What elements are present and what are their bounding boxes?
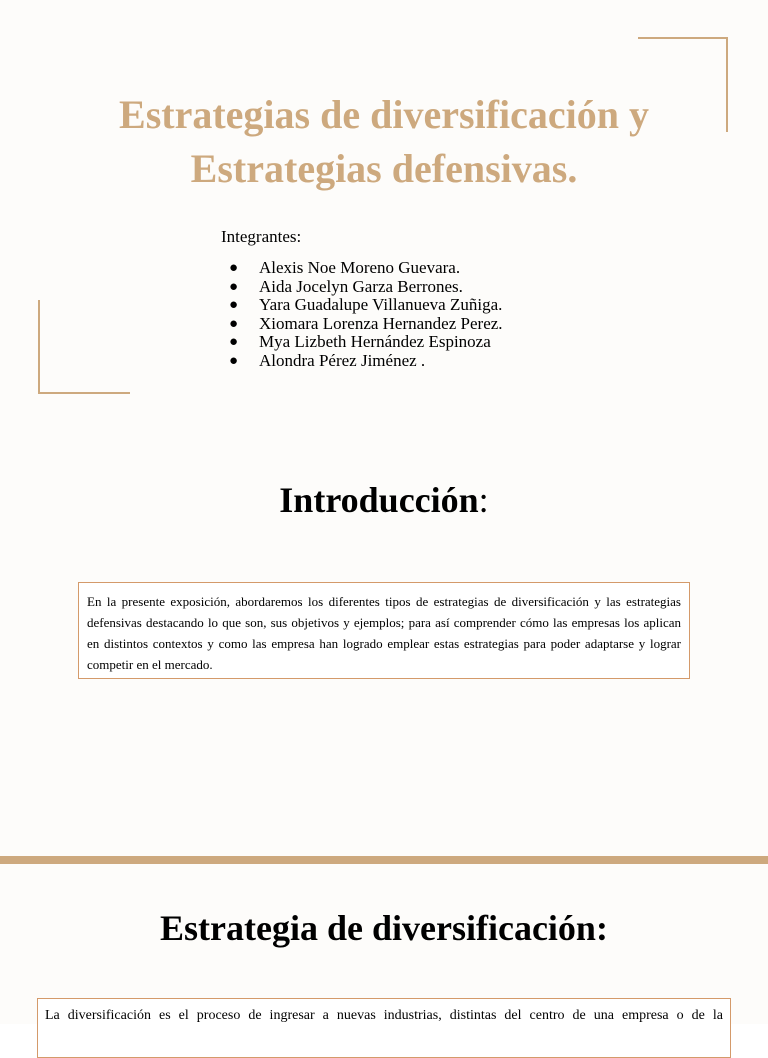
introduction-text-box — [78, 582, 690, 679]
member-name: Mya Lizbeth Hernández Espinoza — [259, 332, 491, 351]
member-name: Aida Jocelyn Garza Berrones. — [259, 276, 463, 296]
member-item — [221, 278, 503, 297]
bullet-icon: ● — [229, 260, 239, 276]
member-item — [221, 333, 503, 352]
bullet-icon: ● — [229, 315, 239, 332]
document-title — [40, 88, 728, 196]
introduction-paragraph: En la presente exposición, abordaremos los diferentes tipos de estrategias de diversificación y las estrategias defensivas destacando lo que son, sus objetivos y ejemplos; para así comprender cómo las empresas los aplican en distintos contextos y como las empresa han logrado emplear estas estrategias para poder adaptarse y lograr competir en el mercado. — [87, 594, 681, 672]
bullet-icon: ● — [229, 352, 239, 369]
members-list — [221, 259, 503, 370]
bullet-icon: ● — [229, 278, 239, 295]
diversification-text-box — [37, 998, 731, 1058]
bullet-icon: ● — [229, 297, 239, 313]
member-name: Alondra Pérez Jiménez . — [259, 350, 426, 370]
page-divider — [0, 856, 768, 864]
decorative-corner-frame-left — [38, 300, 130, 394]
introduction-heading — [0, 478, 768, 522]
member-name: Xiomara Lorenza Hernandez Perez. — [259, 313, 503, 333]
member-name: Yara Guadalupe Villanueva Zuñiga. — [259, 295, 503, 314]
member-item — [221, 296, 503, 315]
member-item — [221, 259, 503, 278]
document-title-line-1: Estrategias de diversificación y — [119, 92, 649, 137]
diversification-heading: Estrategia de diversificación: — [160, 908, 608, 948]
introduction-heading-text: Introducción — [279, 480, 479, 520]
member-name: Alexis Noe Moreno Guevara. — [259, 258, 461, 277]
bullet-icon: ● — [229, 334, 239, 350]
members-label: Integrantes: — [221, 227, 302, 246]
member-item — [221, 315, 503, 334]
diversification-paragraph: La diversificación es el proceso de ingresar a nuevas industrias, distintas del centro de una empresa o de la — [45, 1008, 723, 1023]
document-title-line-2: Estrategias defensivas. — [190, 146, 578, 191]
member-item — [221, 352, 503, 371]
introduction-heading-colon: : — [478, 480, 489, 520]
